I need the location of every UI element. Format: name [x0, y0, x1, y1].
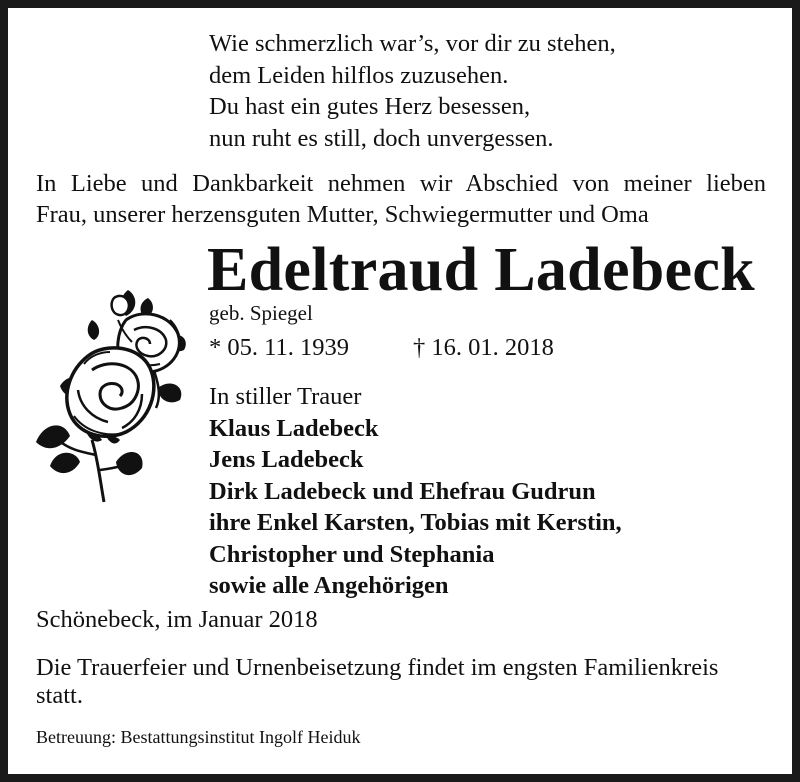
mourner-name: sowie alle Angehörigen — [209, 572, 449, 599]
ceremony-note — [36, 654, 776, 710]
death-date: † 16. 01. 2018 — [413, 334, 554, 361]
ceremony-line: Die Trauerfeier und Urnenbeisetzung findet im engsten Familienkreis — [36, 654, 719, 681]
funeral-home-credit: Betreuung: Bestattungsinstitut Ingolf Heiduk — [36, 727, 361, 747]
poem-line: dem Leiden hilflos zuzusehen. — [209, 61, 509, 89]
farewell-intro — [36, 168, 766, 230]
mourner-name: ihre Enkel Karsten, Tobias mit Kerstin, — [209, 509, 622, 536]
mourner-name: Dirk Ladebeck und Ehefrau Gudrun — [209, 477, 596, 505]
mourner-name: Jens Ladebeck — [209, 446, 364, 473]
ceremony-line: statt. — [36, 682, 83, 709]
memorial-poem — [209, 28, 616, 154]
mourner-name: Klaus Ladebeck — [209, 414, 379, 442]
rose-icon — [30, 290, 190, 510]
mourners-list — [209, 381, 622, 602]
mourners-heading: In stiller Trauer — [209, 383, 362, 410]
intro-line: In Liebe und Dankbarkeit nehmen wir Abschied von meiner lieben — [36, 170, 766, 197]
poem-line: Wie schmerzlich war’s, vor dir zu stehen, — [209, 30, 616, 57]
place-date: Schönebeck, im Januar 2018 — [36, 606, 318, 633]
poem-line: Du hast ein gutes Herz besessen, — [209, 93, 531, 120]
birth-name: geb. Spiegel — [209, 301, 313, 325]
deceased-name: Edeltraud Ladebeck — [207, 236, 755, 304]
birth-date: * 05. 11. 1939 — [209, 334, 349, 361]
poem-line: nun ruht es still, doch unvergessen. — [209, 124, 554, 152]
intro-line: Frau, unserer herzensguten Mutter, Schwiegermutter und Oma — [36, 201, 649, 228]
mourner-name: Christopher und Stephania — [209, 540, 495, 568]
